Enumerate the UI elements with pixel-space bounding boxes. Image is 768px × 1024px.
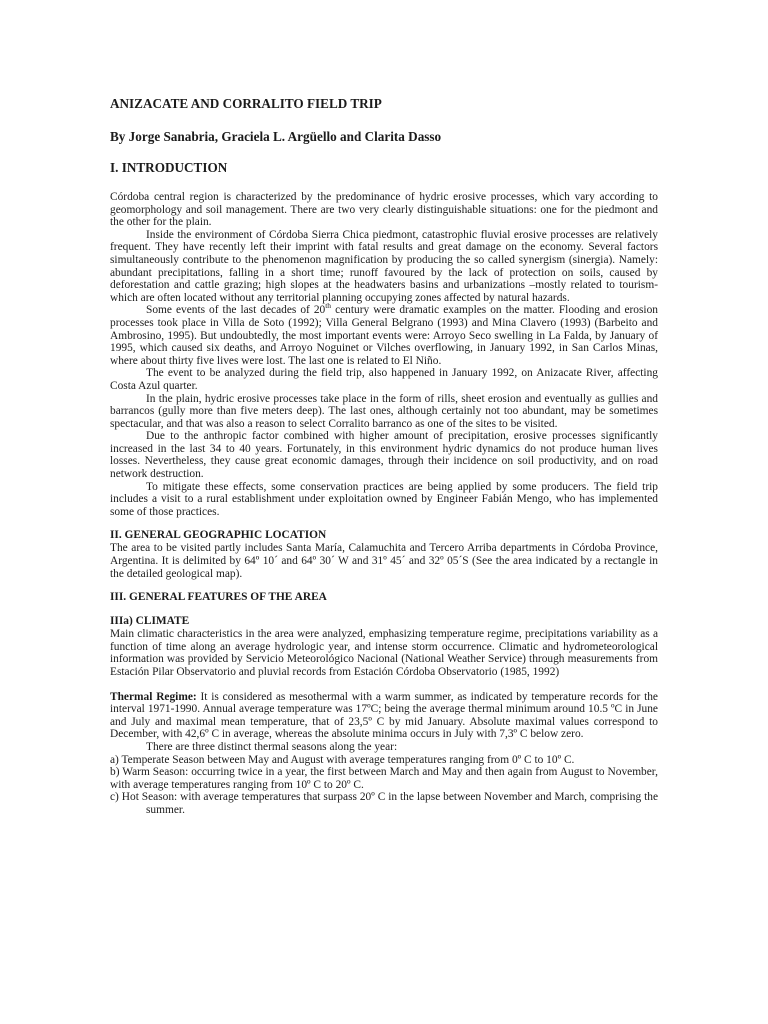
paragraph-text: It is considered as mesothermal with a warm summer, as indicated by temperature records for the interval 1971-1990. Annual average temperature was 17ºC; being the average thermal minimum around 10.5 ºC in June and July and maximal mean temperature, that of 23,5º C by mid January. Absolute maximal values correspond to December, with 42,6º C in average, whereas the absolute minima occurs in July with 7,3º C below zero. xyxy=(110,690,658,741)
seasons-list xyxy=(110,754,658,817)
thermal-regime-lead: Thermal Regime: xyxy=(110,690,197,703)
paragraph: In the plain, hydric erosive processes take place in the form of rills, sheet erosion and eventually as gullies and barrancos (gully more than five meters deep). The last ones, although certainly not too abundant, may be sometimes spectacular, and that was also a reason to select Corralito barranco as one of the sites to be visited. xyxy=(110,392,658,430)
paragraph: Main climatic characteristics in the area were analyzed, emphasizing temperature regime, precipitations variability as a function of time along an average hydrologic year, and intense storm occurrence. Climatic and hydrometeorological information was provided by Servicio Meteorológico Nacional (National Weather Service) through measurements from Estación Pilar Observatorio and pluvial records from Estación Córdoba Observatorio (1985, 1992) xyxy=(110,628,658,678)
section-heading-location: II. GENERAL GEOGRAPHIC LOCATION xyxy=(110,529,327,542)
paragraph: The area to be visited partly includes Santa María, Calamuchita and Tercero Arriba departments in Córdoba Province, Argentina. It is delimited by 64º 10´ and 64º 30´ W and 31º 45´ and 32º 05´S (See the area indicated by a rectangle in the detailed geological map). xyxy=(110,542,658,580)
paragraph: Due to the anthropic factor combined with higher amount of precipitation, erosive processes significantly increased in the last 34 to 40 years. Fortunately, in this environment hydric dynamics do not produce human lives losses. Nevertheless, they cause great economic damages, through their incidence on soil productivity, and on road network destruction. xyxy=(110,430,658,481)
paragraph: There are three distinct thermal seasons along the year: xyxy=(146,740,398,753)
list-item: a) Temperate Season between May and August with average temperatures ranging from 0º C to 10º C. xyxy=(110,753,575,766)
superscript: th xyxy=(325,301,332,311)
section-heading-features: III. GENERAL FEATURES OF THE AREA xyxy=(110,591,327,604)
paragraph-text: century were dramatic examples on the matter. Flooding and erosion processes took place in Villa de Soto (1992); Villa General Belgrano (1993) and Mina Clavero (1993) (Barbeito and Ambrosino, 1995). But undoubtedly, the most important events were: Arroyo Seco swelling in La Falda, by January of 1995, which caused six deaths, and Arroyo Noguinet or Vilches overflowing, in January 1992, in San Carlos Minas, where about thirty five lives were lost. The last one is related to El Niño. xyxy=(110,304,658,367)
paragraph: Córdoba central region is characterized by the predominance of hydric erosive processes, which vary according to geomorphology and soil management. There are two very clearly distinguishable situations: one for the piedmont and the other for the plain. xyxy=(110,191,658,229)
subsection-heading-climate: IIIa) CLIMATE xyxy=(110,615,190,628)
paragraph-text: Some events of the last decades of 20 xyxy=(146,304,326,317)
section-heading-introduction: I. INTRODUCTION xyxy=(110,160,228,175)
paragraph xyxy=(110,301,658,367)
paragraph: Inside the environment of Córdoba Sierra Chica piedmont, catastrophic fluvial erosive processes are relatively frequent. They have recently left their imprint with fatal results and great damage on the economy. Several factors simultaneously contribute to the phenomenon magnification by producing the so called synergism (sinergia). Namely: abundant precipitations, falling in a short time; runoff favoured by the lack of protection on soils, caused by deforestation and cattle grazing; high slopes at the headwaters basins and urbanizations –mostly related to tourism- which are often located without any territorial planning occupying zones affected by natural hazards. xyxy=(110,228,658,304)
document-authors: By Jorge Sanabria, Graciela L. Argüello and Clarita Dasso xyxy=(110,129,442,144)
document-page xyxy=(110,96,658,817)
paragraph xyxy=(110,691,658,741)
list-item: c) Hot Season: with average temperatures that surpass 20º C in the lapse between November and March, comprising the summer. xyxy=(110,791,658,816)
document-title: ANIZACATE AND CORRALITO FIELD TRIP xyxy=(110,96,382,111)
paragraph: The event to be analyzed during the field trip, also happened in January 1992, on Anizacate River, affecting Costa Azul quarter. xyxy=(110,367,658,392)
paragraph: To mitigate these effects, some conservation practices are being applied by some producers. The field trip includes a visit to a rural establishment under exploitation owned by Engineer Fabián Mengo, who has implemented some of those practices. xyxy=(110,480,658,518)
list-item: b) Warm Season: occurring twice in a year, the first between March and May and then again from August to November, with average temperatures ranging from 10º C to 20º C. xyxy=(110,766,658,791)
